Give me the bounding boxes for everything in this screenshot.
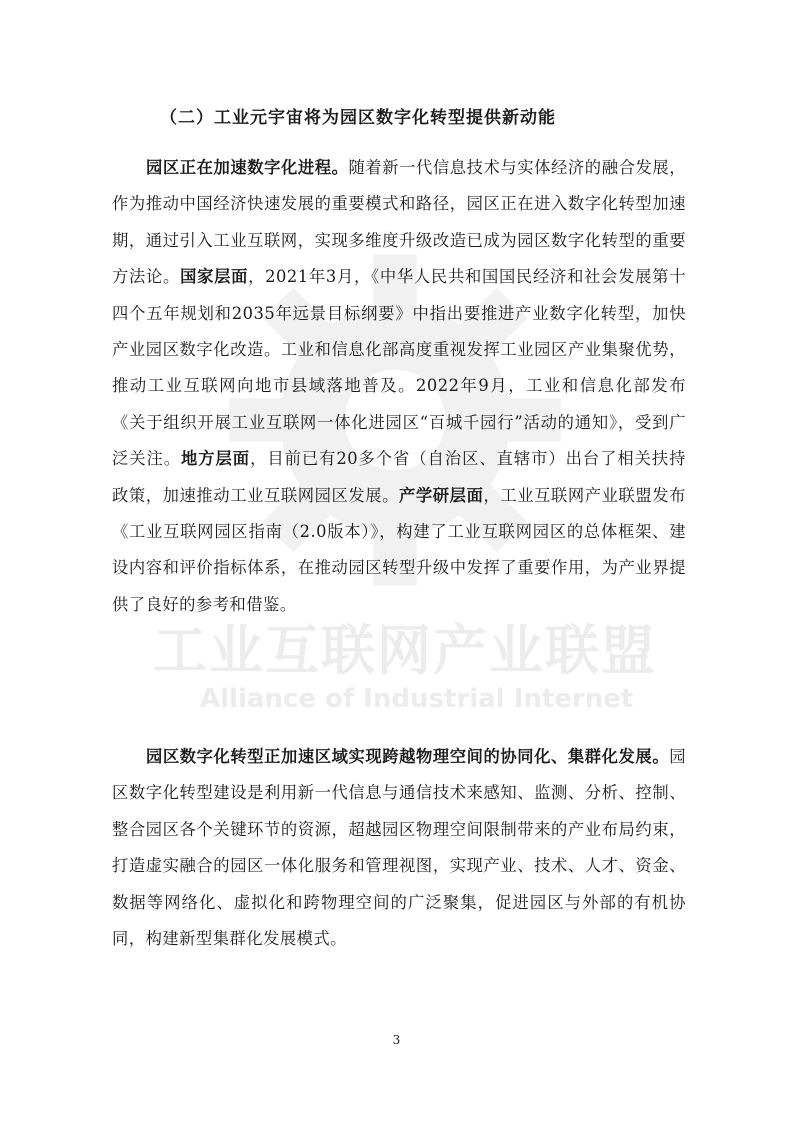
paragraph-text: 随着新一代信息技术与实体经济的融合发展，作为推动中国经济快速发展的重要模式和路径，园区正在进入数字化转型加速期，通过引入工业互联网，实现多维度升级改造已成为园区数字化转型的重要方法论。 [112, 158, 686, 287]
industry-level-label: 产学研层面 [399, 485, 484, 505]
paragraph-lead: 园区正在加速数字化进程。 [146, 158, 349, 177]
page-number: 3 [392, 1033, 401, 1047]
paragraph-text: 园区数字化转型建设是利用新一代信息与通信技术来感知、监测、分析、控制、整合园区各个关键环节的资源，超越园区物理空间限制带来的产业布局约束，打造虚实融合的园区一体化服务和管理视图，实现产业、技术、人才、资金、数据等网络化、虚拟化和跨物理空间的广泛聚集，促进园区与外部的有机协同，构建新型集群化发展模式。 [112, 747, 686, 949]
paragraph-lead: 园区数字化转型正加速区域实现跨越物理空间的协同化、集群化发展。 [146, 747, 670, 766]
paragraph-text: ，2021年3月，《中华人民共和国国民经济和社会发展第十四个五年规划和2035年远景目标纲要》中指出要推进产业数字化转型，加快产业园区数字化改造。工业和信息化部高度重视发挥工业园区产业集聚优势，推动工业互联网向地市县域落地普及。2022年9月，工业和信息化部发布《关于组织开展工业互联网一体化进园区“百城千园行”活动的通知》，受到广泛关注。 [112, 267, 686, 469]
national-level-label: 国家层面 [180, 267, 249, 287]
paragraph-text: ，工业互联网产业联盟发布《工业互联网园区指南（2.0版本）》，构建了工业互联网园区的总体框架、建设内容和评价指标体系，在推动园区转型升级中发挥了重要作用，为产业界提供了良好的参考和借鉴。 [112, 485, 686, 614]
paragraph-park-digitalization [112, 150, 686, 623]
paragraph-cluster-development [112, 739, 686, 957]
local-level-label: 地方层面 [181, 449, 251, 469]
watermark-text-en: Alliance of Industrial Internet [200, 684, 634, 714]
watermark-text-cn: 工业互联网产业联盟 [153, 619, 657, 682]
section-heading: （二）工业元宇宙将为园区数字化转型提供新动能 [160, 108, 556, 128]
paragraph-text: ，目前已有20多个省（自治区、直辖市）出台了相关扶持政策，加速推动工业互联网园区发展。 [112, 449, 686, 505]
